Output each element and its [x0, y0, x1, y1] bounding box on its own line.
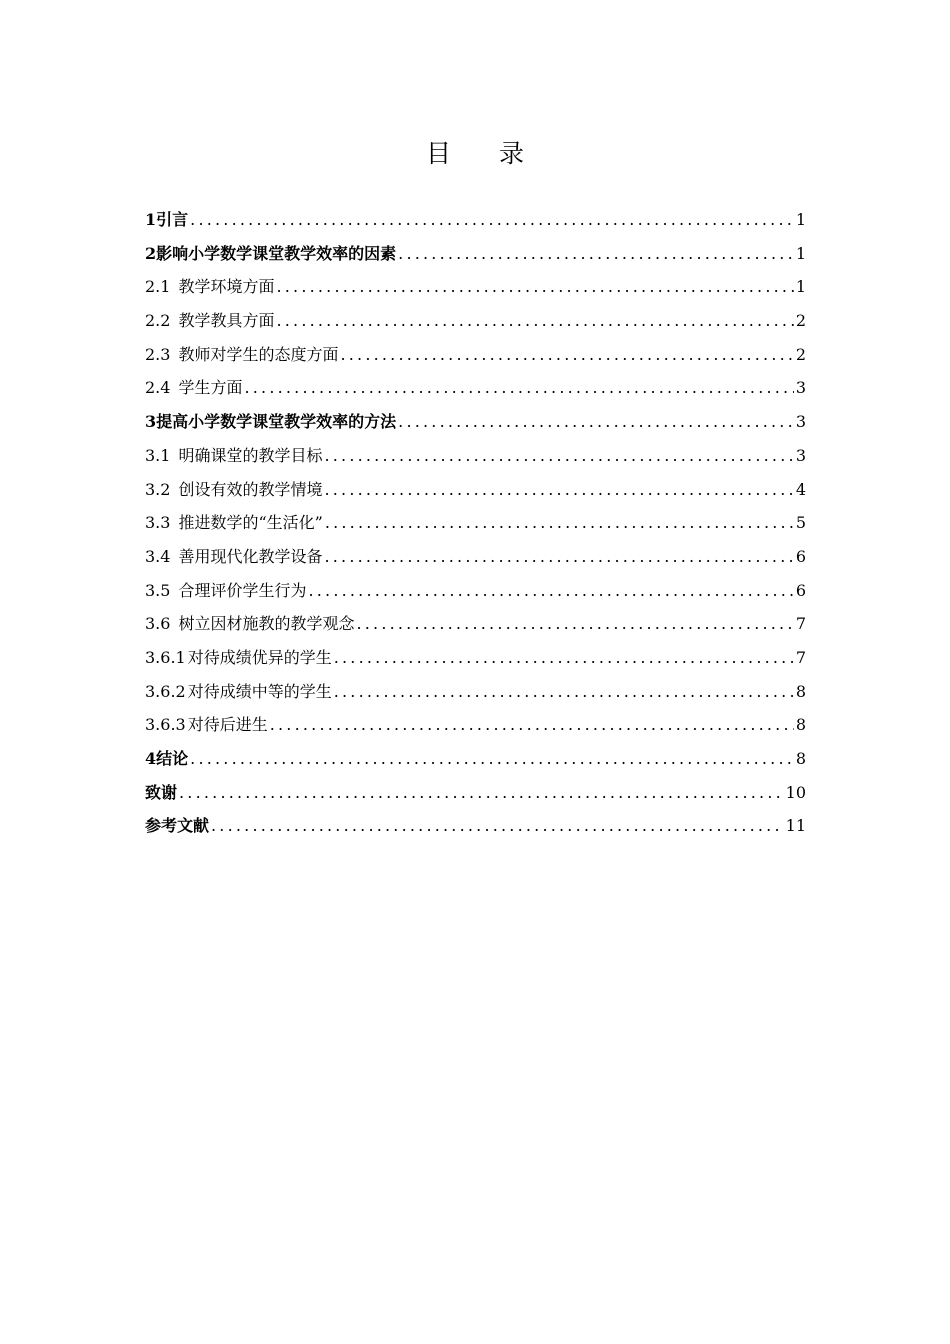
toc-title-part2: 录 — [499, 139, 525, 168]
dot-leader — [334, 641, 794, 675]
toc-entry-label: 提高小学数学课堂教学效率的方法 — [156, 412, 397, 432]
toc-entry-label: 影响小学数学课堂教学效率的因素 — [156, 243, 397, 263]
dot-leader — [211, 809, 784, 843]
toc-entry-label: 对待后进生 — [187, 715, 268, 735]
toc-entry-number: 1 — [145, 210, 157, 229]
toc-entry-page-number: 6 — [795, 580, 806, 600]
toc-entry-number: 3.4 — [145, 546, 171, 566]
toc-entry-page-number: 4 — [795, 479, 806, 499]
toc-entry-label: 教学环境方面 — [178, 277, 275, 297]
toc-entry-number: 2.3 — [145, 344, 171, 364]
toc-entry[interactable] — [145, 776, 806, 810]
toc-entry-number: 2.2 — [145, 311, 171, 331]
dot-leader — [340, 338, 793, 372]
toc-title-part1: 目 — [425, 139, 451, 168]
toc-entry-page-number: 11 — [785, 816, 806, 836]
toc-entry-page-number: 3 — [795, 445, 806, 465]
toc-entry[interactable] — [145, 304, 806, 338]
toc-entry[interactable] — [145, 540, 806, 574]
toc-entry[interactable] — [145, 439, 806, 473]
toc-entry-label: 树立因材施教的教学观念 — [178, 614, 355, 634]
dot-leader — [190, 742, 794, 776]
toc-entry[interactable] — [145, 203, 806, 237]
toc-entry-label: 推进数学的“生活化” — [178, 513, 323, 533]
toc-entry-page-number: 1 — [795, 277, 806, 297]
table-of-contents — [145, 203, 806, 843]
toc-entry-page-number: 2 — [795, 311, 806, 331]
toc-entry-page-number: 7 — [795, 614, 806, 634]
toc-entry[interactable] — [145, 237, 806, 271]
dot-leader — [398, 405, 794, 439]
toc-entry[interactable] — [145, 574, 806, 608]
dot-leader — [324, 473, 793, 507]
toc-entry-label: 参考文献 — [145, 816, 210, 836]
toc-title — [0, 134, 950, 170]
toc-entry-number: 2.1 — [145, 277, 171, 297]
toc-entry-label: 明确课堂的教学目标 — [178, 445, 323, 465]
toc-entry[interactable] — [145, 506, 806, 540]
toc-entry-label: 合理评价学生行为 — [178, 580, 307, 600]
toc-entry-page-number: 2 — [795, 344, 806, 364]
dot-leader — [270, 708, 794, 742]
toc-entry[interactable] — [145, 742, 806, 776]
dot-leader — [398, 237, 794, 271]
toc-entry-label: 致谢 — [145, 782, 178, 802]
toc-entry-page-number: 5 — [795, 513, 806, 533]
dot-leader — [324, 540, 793, 574]
dot-leader — [334, 675, 794, 709]
toc-entry-page-number: 1 — [795, 210, 806, 229]
toc-entry[interactable] — [145, 675, 806, 709]
toc-entry[interactable] — [145, 405, 806, 439]
toc-entry-label: 对待成绩中等的学生 — [187, 681, 332, 701]
toc-entry-label: 教师对学生的态度方面 — [178, 344, 339, 364]
toc-entry-page-number: 3 — [795, 378, 806, 398]
toc-entry-page-number: 6 — [795, 546, 806, 566]
toc-entry-label: 学生方面 — [178, 378, 243, 398]
toc-entry-label: 善用现代化教学设备 — [178, 546, 323, 566]
toc-entry-page-number: 3 — [795, 412, 806, 432]
toc-entry[interactable] — [145, 371, 806, 405]
toc-entry-page-number: 8 — [795, 681, 806, 701]
toc-entry-number: 3.6 — [145, 614, 171, 634]
dot-leader — [325, 506, 794, 540]
toc-entry-label: 结论 — [156, 749, 189, 768]
dot-leader — [276, 304, 793, 338]
toc-entry[interactable] — [145, 473, 806, 507]
toc-entry[interactable] — [145, 809, 806, 843]
toc-entry-number: 2 — [145, 243, 157, 263]
toc-entry-number: 3.6.2 — [145, 681, 186, 701]
dot-leader — [308, 574, 793, 608]
dot-leader — [179, 776, 784, 810]
toc-entry-number: 3.3 — [145, 513, 171, 533]
dot-leader — [244, 371, 793, 405]
toc-entry-number: 4 — [145, 749, 157, 768]
toc-entry-number: 3 — [145, 412, 157, 432]
toc-entry-number: 3.5 — [145, 580, 171, 600]
toc-entry-label: 创设有效的教学情境 — [178, 479, 323, 499]
toc-entry-number: 2.4 — [145, 378, 171, 398]
toc-entry-number: 3.2 — [145, 479, 171, 499]
toc-entry-page-number: 10 — [785, 782, 806, 802]
toc-entry-label: 教学教具方面 — [178, 311, 275, 331]
dot-leader — [356, 607, 793, 641]
toc-entry[interactable] — [145, 708, 806, 742]
toc-entry-number: 3.6.1 — [145, 647, 186, 667]
toc-entry[interactable] — [145, 270, 806, 304]
toc-entry-number: 3.1 — [145, 445, 171, 465]
toc-entry-label: 对待成绩优异的学生 — [187, 647, 332, 667]
toc-entry[interactable] — [145, 338, 806, 372]
toc-entry-page-number: 8 — [795, 749, 806, 768]
toc-entry-number: 3.6.3 — [145, 715, 186, 735]
toc-entry-page-number: 7 — [795, 647, 806, 667]
toc-entry-label: 引言 — [156, 210, 189, 229]
toc-entry-page-number: 8 — [795, 715, 806, 735]
toc-entry-page-number: 1 — [795, 243, 806, 263]
toc-entry[interactable] — [145, 607, 806, 641]
dot-leader — [324, 439, 793, 473]
toc-entry[interactable] — [145, 641, 806, 675]
dot-leader — [190, 203, 794, 237]
dot-leader — [276, 270, 793, 304]
